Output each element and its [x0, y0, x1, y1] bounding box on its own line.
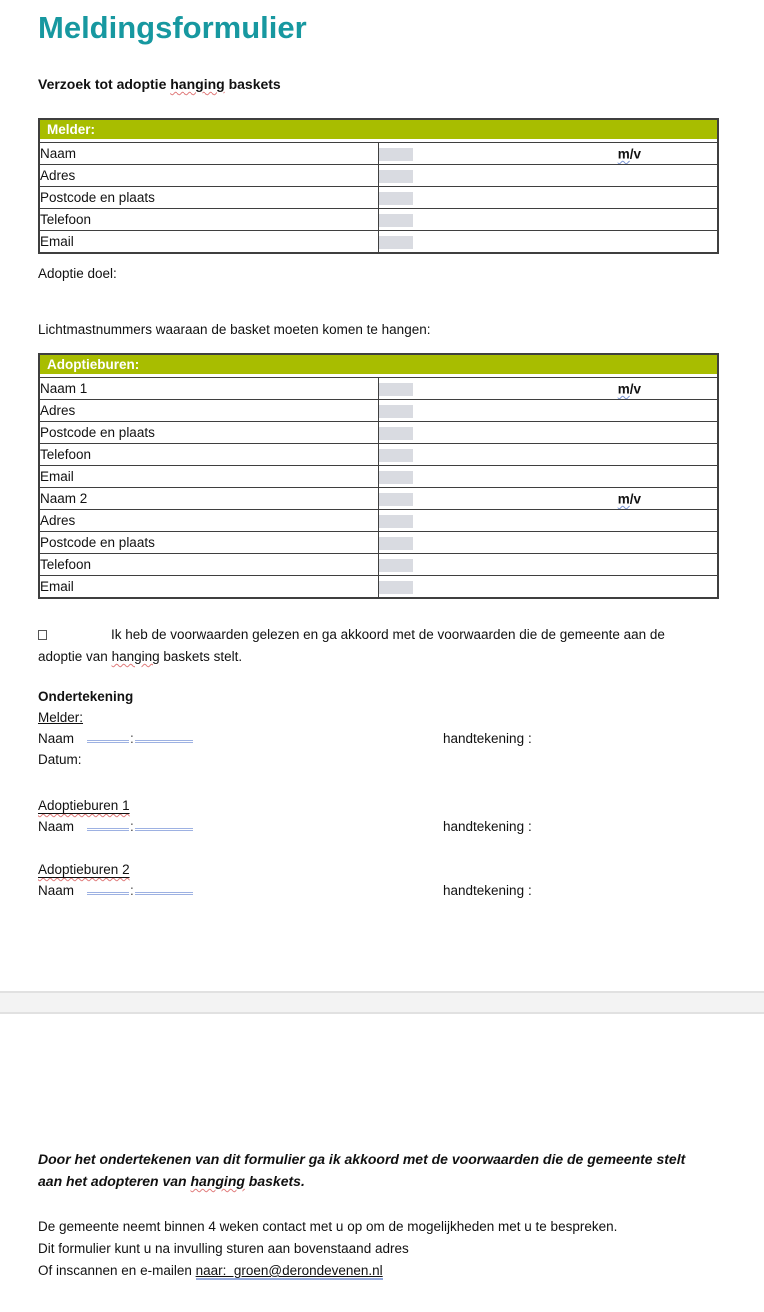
table-row	[40, 377, 717, 399]
name-blank-line[interactable]	[87, 819, 129, 831]
name-blank-line[interactable]	[87, 883, 129, 895]
row-value-cell	[379, 443, 718, 465]
row-value-cell	[379, 553, 718, 575]
adoptie-doel-label: Adoptie doel:	[38, 266, 117, 281]
agreement-paragraph	[38, 624, 718, 668]
signature-melder-title	[38, 707, 718, 728]
row-label: Email	[40, 230, 379, 252]
input-field[interactable]	[379, 192, 413, 205]
signature-heading: Ondertekening	[38, 689, 134, 704]
melder-table	[38, 118, 719, 254]
table-row	[40, 553, 717, 575]
input-field[interactable]	[379, 170, 413, 183]
handtekening-label: handtekening	[443, 819, 525, 834]
row-value-cell	[379, 186, 718, 208]
signature-melder-name-line	[38, 728, 718, 749]
row-value-cell	[379, 509, 718, 531]
spellcheck-word: hanging	[190, 1173, 245, 1189]
input-field[interactable]	[379, 405, 413, 418]
table-row	[40, 575, 717, 597]
grammarcheck-word: m	[617, 381, 630, 396]
agreement-statement	[38, 1148, 718, 1192]
row-label: Postcode en plaats	[40, 186, 379, 208]
gender-mv-label	[618, 381, 641, 396]
agreement-checkbox[interactable]	[38, 630, 47, 640]
mv-rest: /v	[629, 381, 641, 396]
input-field[interactable]	[379, 471, 413, 484]
footer-line-email	[38, 1260, 718, 1282]
row-label: Naam 2	[40, 487, 379, 509]
document-page	[0, 10, 764, 901]
input-field[interactable]	[379, 383, 413, 396]
agreement-text-line1: Ik heb de voorwaarden gelezen en ga akkoord met de voorwaarden die de gemeente aan de	[111, 627, 665, 642]
signature-buren2-name-line	[38, 880, 718, 901]
table-row	[40, 208, 717, 230]
row-label: Adres	[40, 164, 379, 186]
row-label: Adres	[40, 509, 379, 531]
input-field[interactable]	[379, 537, 413, 550]
row-value-cell	[379, 208, 718, 230]
row-value-cell	[379, 487, 718, 509]
mv-rest: /v	[629, 491, 641, 506]
adoptieburen-table	[38, 353, 719, 599]
row-label: Telefoon	[40, 208, 379, 230]
input-field[interactable]	[379, 515, 413, 528]
table-row	[40, 509, 717, 531]
grammarcheck-word: m	[617, 146, 630, 161]
statement-line2: aan het adopteren van	[38, 1173, 191, 1189]
row-value-cell	[379, 230, 718, 252]
agreement-text-line2-end: baskets stelt.	[159, 649, 243, 664]
row-label: Email	[40, 465, 379, 487]
blank-colon: :	[130, 731, 134, 746]
row-label: Postcode en plaats	[40, 421, 379, 443]
table-row	[40, 421, 717, 443]
agreement-text-line2: adoptie van	[38, 649, 112, 664]
subtitle-text-end: baskets	[224, 76, 281, 92]
handtekening-colon: :	[528, 731, 532, 746]
row-value-cell	[379, 531, 718, 553]
signature-melder-title-text: Melder:	[38, 710, 84, 725]
blank-colon: :	[130, 883, 134, 898]
handtekening-colon: :	[528, 819, 532, 834]
row-label: Telefoon	[40, 443, 379, 465]
name-blank-line[interactable]	[87, 731, 129, 743]
signature-buren1-name-line	[38, 816, 718, 837]
name-blank-line[interactable]	[135, 883, 193, 895]
grammarcheck-word: m	[617, 491, 630, 506]
table-row	[40, 142, 717, 164]
melder-table-header: Melder:	[40, 120, 717, 142]
table-row	[40, 230, 717, 252]
row-value-cell	[379, 377, 718, 399]
table-row	[40, 487, 717, 509]
signature-buren2-title-text: Adoptieburen 2	[38, 862, 130, 877]
statement-line2-end: baskets.	[244, 1173, 305, 1189]
table-row	[40, 164, 717, 186]
row-value-cell	[379, 465, 718, 487]
naam-label: Naam	[38, 883, 75, 898]
handtekening-label: handtekening	[443, 883, 525, 898]
mv-rest: /v	[629, 146, 641, 161]
handtekening-label: handtekening	[443, 731, 525, 746]
table-row	[40, 465, 717, 487]
signature-buren2-title	[38, 859, 718, 880]
table-row	[40, 399, 717, 421]
input-field[interactable]	[379, 581, 413, 594]
naam-label: Naam	[38, 819, 75, 834]
row-value-cell	[379, 142, 718, 164]
signature-buren1-title	[38, 795, 718, 816]
footer-line-send: Dit formulier kunt u na invulling sturen aan bovenstaand adres	[38, 1241, 409, 1256]
email-link[interactable]: naar: groen@derondevenen.nl	[195, 1263, 383, 1278]
row-label: Telefoon	[40, 553, 379, 575]
input-field[interactable]	[379, 493, 413, 506]
input-field[interactable]	[379, 236, 413, 249]
table-row	[40, 531, 717, 553]
name-blank-line[interactable]	[135, 819, 193, 831]
signature-buren1-title-text: Adoptieburen 1	[38, 798, 130, 813]
input-field[interactable]	[379, 214, 413, 227]
row-label: Adres	[40, 399, 379, 421]
name-blank-line[interactable]	[135, 731, 193, 743]
spellcheck-word: hanging	[111, 649, 160, 664]
row-label: Naam	[40, 142, 379, 164]
input-field[interactable]	[379, 427, 413, 440]
adoptieburen-table-header: Adoptieburen:	[40, 355, 717, 377]
row-value-cell	[379, 421, 718, 443]
statement-line1: Door het ondertekenen van dit formulier ga ik akkoord met de voorwaarden die de gemeente stelt	[38, 1151, 686, 1167]
signature-buren1-title-wrap	[38, 798, 130, 813]
footer-email-prefix: Of inscannen en e-mailen	[38, 1263, 196, 1278]
page-title: Meldingsformulier	[38, 10, 307, 45]
input-field[interactable]	[379, 449, 413, 462]
handtekening-colon: :	[528, 883, 532, 898]
signature-buren2-title-wrap	[38, 862, 130, 877]
subtitle	[38, 76, 718, 92]
naam-label: Naam	[38, 731, 75, 746]
input-field[interactable]	[379, 148, 413, 161]
input-field[interactable]	[379, 559, 413, 572]
gender-mv-label	[618, 491, 641, 506]
row-label: Naam 1	[40, 377, 379, 399]
table-row	[40, 186, 717, 208]
row-label: Email	[40, 575, 379, 597]
row-value-cell	[379, 399, 718, 421]
row-value-cell	[379, 164, 718, 186]
blank-colon: :	[130, 819, 134, 834]
datum-label: Datum:	[38, 752, 82, 767]
row-label: Postcode en plaats	[40, 531, 379, 553]
row-value-cell	[379, 575, 718, 597]
table-header-row	[40, 355, 717, 377]
document-page-2	[0, 1148, 764, 1282]
gender-mv-label	[618, 146, 641, 161]
footer-info	[38, 1216, 718, 1282]
subtitle-text: Verzoek tot adoptie	[38, 76, 171, 92]
page-break-separator	[0, 991, 764, 1014]
table-header-row	[40, 120, 717, 142]
table-row	[40, 443, 717, 465]
lichtmast-label: Lichtmastnummers waaraan de basket moeten komen te hangen:	[38, 322, 431, 337]
footer-line-contact: De gemeente neemt binnen 4 weken contact met u op om de mogelijkheden met u te bespreken.	[38, 1219, 618, 1234]
spellcheck-word: hanging	[170, 76, 225, 92]
